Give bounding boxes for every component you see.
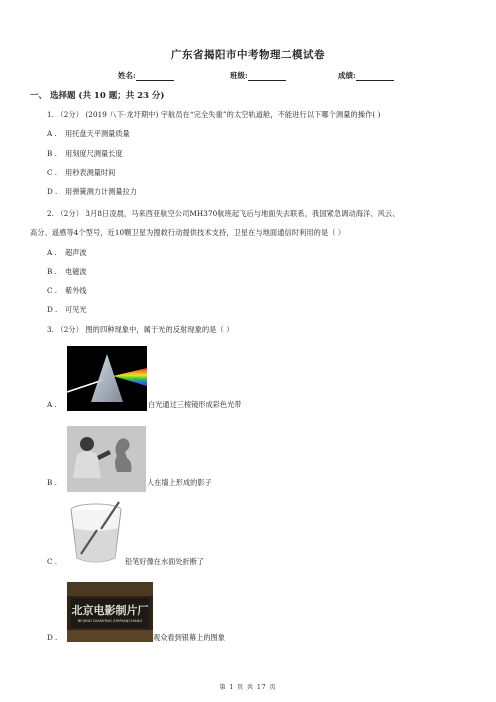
exam-title: 广东省揭阳市中考物理二模试卷 [171, 49, 325, 61]
option-text: 可见光 [65, 305, 87, 314]
name-label: 姓名: [118, 71, 136, 80]
option-text: 用弹簧测力计测量拉力 [65, 187, 137, 196]
score-label: 成绩: [338, 71, 356, 80]
option-text: 用秒表测量时间 [65, 168, 116, 177]
name-field [118, 70, 174, 81]
option-text: 超声波 [65, 248, 87, 257]
option-letter: B . [47, 149, 57, 158]
option-text: 电磁波 [65, 267, 87, 276]
pencil-water-illustration [67, 500, 125, 568]
screen-sign-image [67, 582, 153, 642]
prism-illustration [67, 346, 147, 411]
question-3-option-a-text: 白光通过三棱镜形成彩色光带 [148, 400, 242, 409]
class-label: 班级: [230, 71, 248, 80]
question-2-stem-continued: 高分、遥感等4个型号，近10颗卫星为搜救行动提供技术支持，卫星在与地面通信时利用的是（ ） [30, 228, 346, 237]
question-1-option-b [47, 149, 123, 159]
sign-title: 北京电影制片厂 [71, 604, 149, 617]
section-heading: 一、 选择题 (共 10 题；共 23 分) [30, 91, 165, 101]
question-3-option-d-letter: D . [47, 633, 58, 642]
question-3-option-d-text: 观众看到银幕上的图象 [153, 633, 225, 642]
question-2-option-c [47, 286, 87, 296]
name-blank [136, 72, 174, 81]
question-1-stem: 1. （2分） (2019 八下·龙圩期中) 宇航员在“完全失重”的太空轨道舱，不能进行以下哪个测量的操作( ) [47, 110, 381, 119]
option-letter: A . [47, 248, 57, 257]
question-1-option-c [47, 168, 115, 178]
class-blank [248, 72, 286, 81]
question-2-option-a [47, 248, 87, 258]
option-text: 紫外线 [65, 286, 87, 295]
page-footer: 第 1 页 共 17 页 [219, 684, 277, 691]
sign-subtitle: BEIJING DIANYING ZHIPIANCHANG [77, 618, 143, 623]
question-1-option-d [47, 187, 137, 197]
option-letter: B . [47, 267, 57, 276]
shadow-image [67, 426, 146, 492]
option-text: 用托盘天平测量质量 [65, 129, 130, 138]
option-letter: C . [47, 286, 58, 295]
shadow-illustration [67, 426, 146, 492]
option-text: 用刻度尺测量长度 [65, 149, 123, 158]
pencil-water-image [67, 500, 125, 568]
question-3-option-c-letter: C . [47, 557, 58, 566]
question-3-option-c-text: 铅笔好像在水面处折断了 [125, 557, 205, 566]
option-letter: A . [47, 129, 57, 138]
score-field [338, 70, 394, 81]
question-3-option-a-letter: A . [47, 400, 57, 409]
question-2-option-b [47, 267, 87, 277]
score-blank [356, 72, 394, 81]
question-3-stem: 3. （2分） 图的四种现象中，属于光的反射现象的是（ ） [47, 325, 234, 334]
option-letter: D . [47, 187, 58, 196]
option-letter: D . [47, 305, 58, 314]
question-2-stem: 2. （2分） 3月8日凌晨，马来西亚航空公司MH370航班起飞后与地面失去联系，我国紧急调动海洋、风云、 [47, 209, 400, 218]
question-3-option-b-text: 人在墙上形成的影子 [147, 478, 212, 487]
question-3-option-b-letter: B . [47, 478, 57, 487]
question-2-option-d [47, 305, 87, 315]
prism-image [67, 346, 147, 411]
question-1-option-a [47, 129, 130, 139]
option-letter: C . [47, 168, 58, 177]
class-field [230, 70, 286, 81]
